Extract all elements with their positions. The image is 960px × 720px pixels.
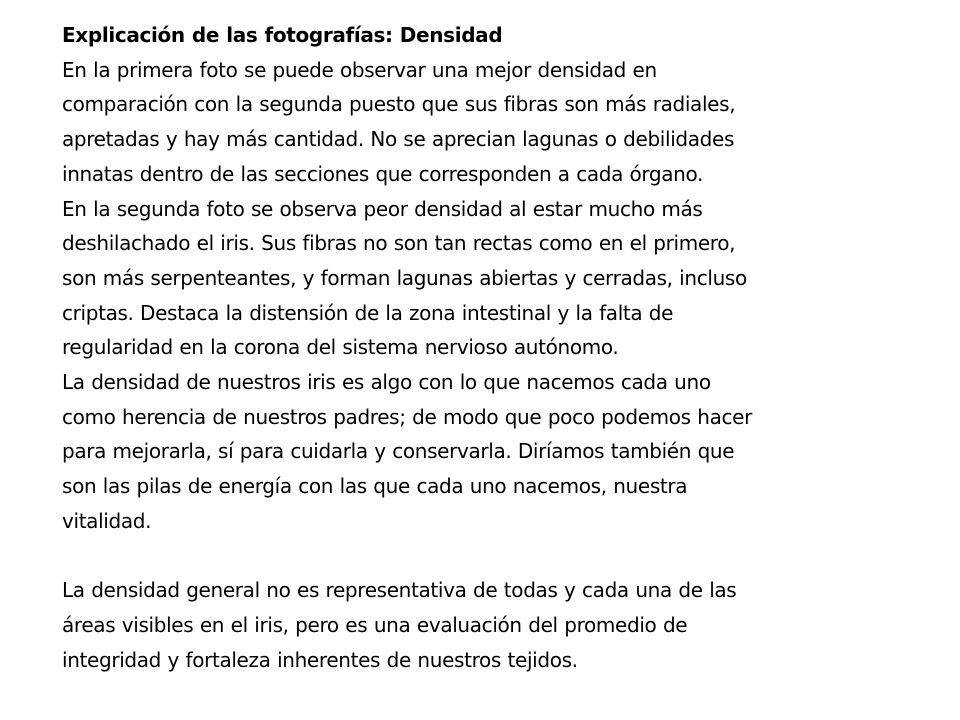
text-line: En la primera foto se puede observar una mejor densidad en [62, 57, 657, 82]
text-line: integridad y fortaleza inherentes de nuestros tejidos. [62, 647, 578, 672]
text-line: son las pilas de energía con las que cada uno nacemos, nuestra [62, 474, 688, 499]
text-line: comparación con la segunda puesto que sus fibras son más radiales, [62, 92, 736, 117]
text-line: como herencia de nuestros padres; de modo que poco podemos hacer [62, 404, 752, 429]
slide-content [62, 18, 942, 677]
paragraph-heritage [62, 365, 942, 539]
text-line: regularidad en la corona del sistema nervioso autónomo. [62, 335, 619, 360]
text-line: apretadas y hay más cantidad. No se aprecian lagunas o debilidades [62, 127, 735, 152]
paragraph-second-photo [62, 192, 942, 366]
page-title: Explicación de las fotografías: Densidad [62, 23, 503, 47]
text-line: La densidad de nuestros iris es algo con lo que nacemos cada uno [62, 370, 711, 395]
text-line: deshilachado el iris. Sus fibras no son tan rectas como en el primero, [62, 231, 736, 256]
text-line: innatas dentro de las secciones que corresponden a cada órgano. [62, 161, 704, 186]
paragraph-general-density [62, 573, 942, 677]
text-line: vitalidad. [62, 508, 152, 533]
text-line: La densidad general no es representativa de todas y cada una de las [62, 578, 737, 603]
text-line: áreas visibles en el iris, pero es una evaluación del promedio de [62, 612, 688, 637]
paragraph-spacer [62, 539, 942, 574]
paragraph-first-photo [62, 53, 942, 192]
text-line: para mejorarla, sí para cuidarla y conservarla. Diríamos también que [62, 439, 735, 464]
text-line: criptas. Destaca la distensión de la zona intestinal y la falta de [62, 300, 674, 325]
text-line: En la segunda foto se observa peor densidad al estar mucho más [62, 196, 703, 221]
text-line: son más serpenteantes, y forman lagunas abiertas y cerradas, incluso [62, 265, 747, 290]
